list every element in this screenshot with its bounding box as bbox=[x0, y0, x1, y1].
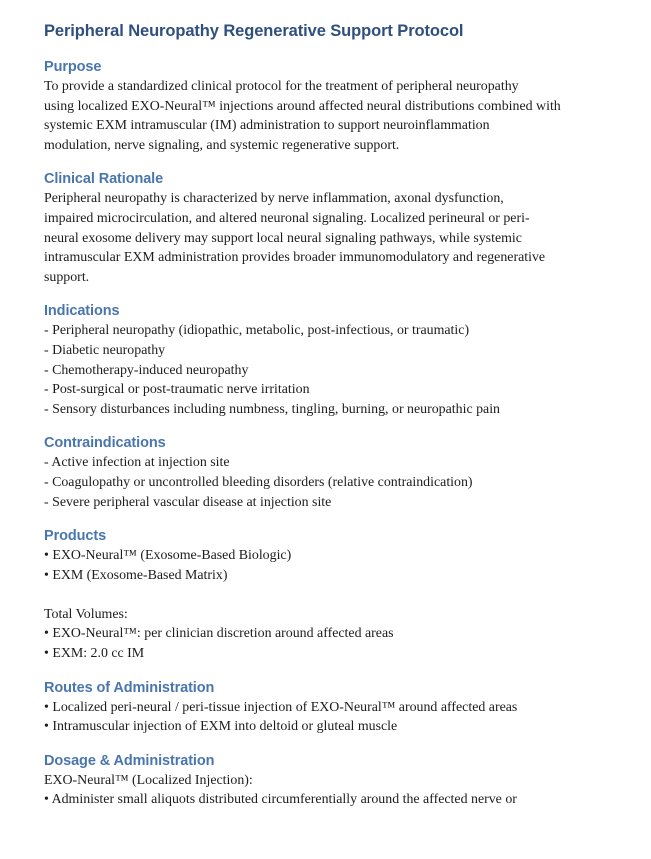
section-products bbox=[44, 526, 624, 664]
purpose-line: To provide a standardized clinical protocol for the treatment of peripheral neuropathy bbox=[44, 79, 519, 94]
heading-indications: Indications bbox=[44, 303, 120, 320]
purpose-line: modulation, nerve signaling, and systemic regenerative support. bbox=[44, 137, 400, 153]
heading-routes: Routes of Administration bbox=[44, 679, 215, 696]
volume-item: • EXO-Neural™: per clinician discretion around affected areas bbox=[44, 626, 394, 642]
indication-item: - Diabetic neuropathy bbox=[44, 342, 166, 358]
indication-item: - Sensory disturbances including numbness, tingling, burning, or neuropathic pain bbox=[44, 401, 501, 417]
total-volumes-label: Total Volumes: bbox=[44, 606, 128, 622]
heading-products: Products bbox=[44, 528, 107, 545]
heading-dosage: Dosage & Administration bbox=[44, 752, 215, 769]
section-dosage bbox=[44, 751, 624, 810]
document-page bbox=[44, 20, 624, 824]
heading-clinical-rationale: Clinical Rationale bbox=[44, 171, 164, 188]
dosage-item: • Administer small aliquots distributed circumferentially around the affected nerve or bbox=[44, 792, 517, 808]
rationale-line: intramuscular EXM administration provides broader immunomodulatory and regenerative bbox=[44, 250, 546, 266]
rationale-line: neural exosome delivery may support local neural signaling pathways, while systemic bbox=[44, 230, 522, 246]
rationale-line: impaired microcirculation, and altered neuronal signaling. Localized perineural or peri- bbox=[44, 210, 530, 226]
route-item: • Intramuscular injection of EXM into deltoid or gluteal muscle bbox=[44, 719, 398, 735]
section-contraindications bbox=[44, 433, 624, 512]
volume-item: • EXM: 2.0 cc IM bbox=[44, 646, 145, 662]
spacer bbox=[44, 585, 624, 605]
heading-contraindications: Contraindications bbox=[44, 435, 166, 452]
product-item: • EXO-Neural™ (Exosome-Based Biologic) bbox=[44, 548, 292, 564]
rationale-line: Peripheral neuropathy is characterized by nerve inflammation, axonal dysfunction, bbox=[44, 191, 504, 207]
section-purpose bbox=[44, 57, 624, 155]
section-indications bbox=[44, 301, 624, 419]
contraindication-item: - Coagulopathy or uncontrolled bleeding disorders (relative contraindication) bbox=[44, 474, 473, 490]
indication-item: - Post-surgical or post-traumatic nerve irritation bbox=[44, 382, 310, 398]
heading-purpose: Purpose bbox=[44, 59, 102, 75]
dosage-subheading: EXO-Neural™ (Localized Injection): bbox=[44, 772, 253, 788]
contraindication-item: - Severe peripheral vascular disease at injection site bbox=[44, 494, 332, 510]
purpose-line: using localized EXO-Neural™ injections around affected neural distributions combined with bbox=[44, 98, 561, 114]
document-title: Peripheral Neuropathy Regenerative Support Protocol bbox=[44, 22, 464, 40]
purpose-line: systemic EXM intramuscular (IM) administration to support neuroinflammation bbox=[44, 118, 490, 134]
route-item: • Localized peri-neural / peri-tissue injection of EXO-Neural™ around affected areas bbox=[44, 699, 518, 715]
indication-item: - Chemotherapy-induced neuropathy bbox=[44, 362, 249, 378]
contraindication-item: - Active infection at injection site bbox=[44, 455, 230, 471]
product-item: • EXM (Exosome-Based Matrix) bbox=[44, 567, 228, 583]
section-routes bbox=[44, 678, 624, 737]
rationale-line: support. bbox=[44, 269, 90, 285]
indication-item: - Peripheral neuropathy (idiopathic, metabolic, post-infectious, or traumatic) bbox=[44, 323, 470, 339]
section-clinical-rationale bbox=[44, 169, 624, 287]
